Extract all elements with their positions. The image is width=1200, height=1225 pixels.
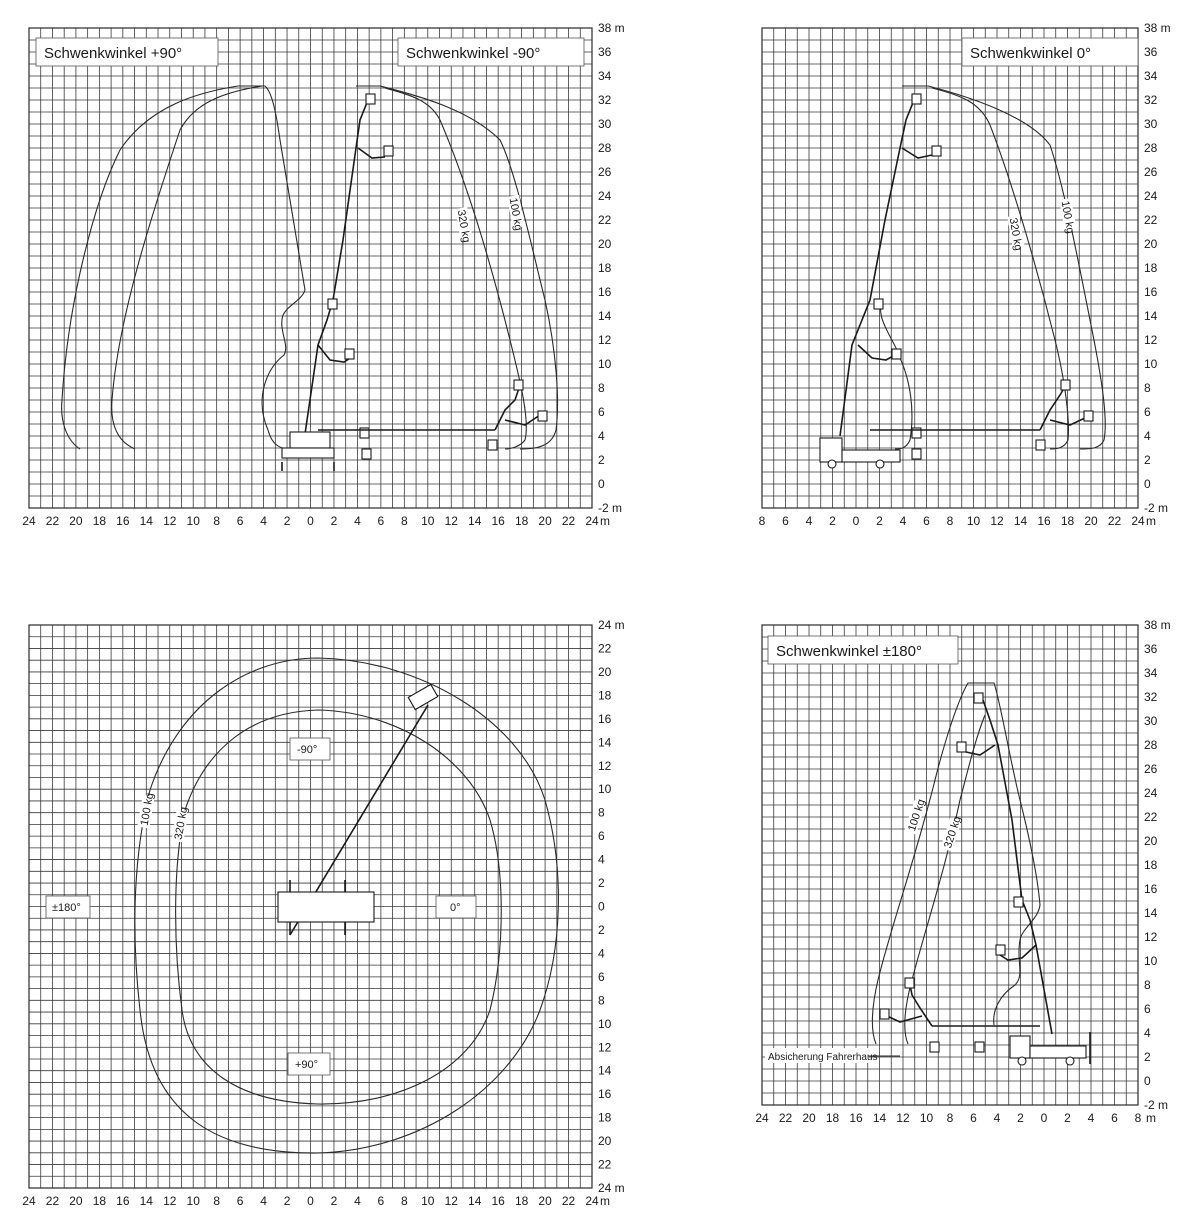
y-tick-label: 28: [1144, 141, 1158, 155]
y-tick-label: 18: [598, 261, 612, 275]
y-tick-label: 24 m: [598, 1181, 625, 1195]
y-tick-label: 14: [1144, 309, 1158, 323]
x-tick-label: 8: [213, 1194, 221, 1208]
panel-2-y-axis-labels: [1144, 21, 1171, 515]
y-tick-label: 32: [598, 93, 612, 107]
y-tick-label: 16: [1144, 882, 1158, 896]
panel-swing-plus-minus-90: [22, 21, 624, 528]
y-tick-label: 6: [598, 405, 605, 419]
y-tick-label: 24: [1144, 786, 1158, 800]
y-tick-label: 14: [598, 1063, 612, 1078]
label-minus-90: -90°: [297, 744, 318, 756]
envelope-100kg-left: [62, 86, 305, 449]
y-tick-label: 8: [598, 381, 605, 395]
y-tick-label: 16: [598, 1087, 612, 1102]
y-tick-label: 38 m: [1144, 618, 1171, 632]
y-tick-label: 14: [598, 735, 612, 750]
x-tick-label: 20: [802, 1111, 816, 1125]
y-tick-label: 38 m: [598, 21, 625, 35]
label-320kg: [454, 207, 473, 244]
x-tick-label: 0: [307, 1194, 314, 1208]
y-tick-label: 12: [598, 1040, 612, 1055]
y-tick-label: 18: [1144, 261, 1158, 275]
panel-4-title: [768, 636, 958, 664]
x-tick-label: 2: [1064, 1111, 1071, 1125]
basket-far-low: [488, 440, 497, 450]
y-tick-label: 4: [598, 946, 605, 961]
curve-label-320kg: 320 kg: [942, 814, 964, 850]
curve-label-320kg: 320 kg: [1006, 216, 1025, 252]
y-tick-label: 28: [598, 141, 612, 155]
x-tick-label: 10: [421, 514, 435, 528]
y-tick-label: 2: [598, 453, 605, 467]
angle-label-zero: [436, 896, 476, 918]
x-tick-label: 16: [849, 1111, 863, 1125]
x-tick-label: 20: [538, 514, 552, 528]
y-tick-label: 16: [598, 711, 612, 726]
x-tick-label: 8: [758, 514, 766, 528]
envelope-100kg-right: [356, 86, 558, 449]
y-tick-label: 8: [598, 805, 605, 820]
x-tick-label: 4: [260, 514, 267, 528]
x-tick-label: 10: [919, 1111, 934, 1125]
panel-3-y-axis-labels: [598, 618, 625, 1195]
x-tick-label: 14: [872, 1111, 887, 1125]
basket-far-8m: [514, 380, 523, 390]
note-absicherung-fahrerhaus: Absicherung Fahrerhaus: [768, 1052, 878, 1063]
y-tick-label: 6: [598, 969, 605, 984]
y-tick-label: 6: [598, 829, 605, 844]
x-tick-label: 24: [755, 1111, 769, 1125]
basket-28m: [384, 146, 393, 156]
angle-label-plus180: [46, 896, 90, 918]
panel-2-x-axis-labels: [759, 514, 1156, 528]
x-tick-label: 4: [354, 1194, 361, 1208]
y-tick-label: 36: [598, 45, 612, 59]
x-tick-label: 24: [22, 1194, 36, 1208]
boom-sketch-vertical: [305, 94, 393, 459]
boom-top-view: [278, 684, 438, 935]
title-swing-0: Schwenkwinkel 0°: [970, 45, 1092, 62]
y-tick-label: 2: [598, 922, 605, 937]
x-tick-label: 12: [163, 514, 177, 528]
x-tick-label: 14: [468, 1194, 482, 1208]
basket-top: [366, 94, 375, 104]
label-100kg: [1058, 198, 1077, 235]
y-tick-label: 22: [1144, 213, 1158, 227]
y-tick-label: -2 m: [1144, 501, 1168, 515]
curve-label-100kg: 100 kg: [138, 792, 157, 827]
x-tick-label: 10: [966, 514, 981, 528]
panel-1-x-axis-labels: [22, 514, 610, 528]
truck-side-view: [1010, 1032, 1090, 1065]
x-tick-label: 6: [377, 1194, 385, 1208]
boom-sketch-horizontal: [318, 380, 547, 450]
curve-label-100kg: 100 kg: [1058, 199, 1077, 235]
label-320kg: [940, 814, 963, 851]
panel-1-y-axis-labels: [598, 21, 625, 515]
x-tick-label: 6: [377, 514, 385, 528]
y-tick-label: 12: [598, 758, 612, 773]
basket-10m: [345, 349, 354, 359]
x-unit-label: m: [600, 514, 610, 528]
angle-label-minus90: [290, 738, 330, 760]
angle-label-plus90: [288, 1053, 330, 1075]
label-0: 0°: [450, 902, 461, 914]
panel-2-grid: [762, 28, 1138, 508]
boom-sketch-horizontal: [870, 380, 1093, 450]
y-tick-label: 2: [1144, 453, 1151, 467]
panel-2-title: [962, 38, 1138, 66]
x-tick-label: 16: [116, 1194, 130, 1208]
x-tick-label: 24: [585, 514, 599, 528]
x-tick-label: 2: [829, 514, 836, 528]
panel-4-y-axis-labels: [1144, 618, 1171, 1112]
label-plus-minus-180: ±180°: [52, 902, 81, 914]
inner-reach: [881, 300, 912, 449]
title-swing-plus-90: Schwenkwinkel +90°: [44, 45, 183, 62]
x-tick-label: 20: [1084, 514, 1098, 528]
panel-4-grid: [762, 625, 1138, 1105]
x-tick-label: 6: [970, 1111, 977, 1125]
x-tick-label: 14: [1013, 514, 1028, 528]
y-tick-label: 20: [598, 1134, 612, 1149]
y-tick-label: 4: [598, 852, 605, 867]
x-tick-label: 8: [400, 514, 408, 528]
x-unit-label: m: [600, 1194, 610, 1208]
y-tick-label: 22: [1144, 810, 1158, 824]
x-tick-label: 2: [330, 514, 338, 528]
x-tick-label: 14: [139, 514, 153, 528]
title-swing-180: Schwenkwinkel ±180°: [776, 643, 922, 660]
y-tick-label: 24 m: [598, 618, 625, 632]
x-tick-label: 6: [1111, 1111, 1118, 1125]
x-tick-label: 22: [45, 1194, 60, 1208]
y-tick-label: 22: [598, 641, 612, 656]
x-tick-label: 20: [69, 1194, 83, 1208]
panel-top-view: [22, 618, 624, 1208]
panel-4-x-axis-labels: [755, 1111, 1156, 1125]
y-tick-label: 2: [1144, 1050, 1151, 1064]
curve-label-100kg: 100 kg: [506, 196, 525, 232]
y-tick-label: 12: [1144, 333, 1158, 347]
y-tick-label: 34: [1144, 69, 1158, 83]
x-tick-label: 22: [1107, 514, 1122, 528]
y-tick-label: 26: [1144, 762, 1158, 776]
y-tick-label: 36: [1144, 45, 1158, 59]
y-tick-label: 8: [1144, 978, 1151, 992]
x-tick-label: 4: [899, 514, 907, 528]
y-tick-label: 0: [1144, 477, 1151, 491]
x-tick-label: 2: [330, 1194, 338, 1208]
x-tick-label: 18: [92, 1194, 107, 1208]
y-tick-label: -2 m: [1144, 1098, 1168, 1112]
x-tick-label: 18: [1060, 514, 1075, 528]
x-tick-label: 10: [186, 1194, 200, 1208]
y-tick-label: 12: [598, 333, 612, 347]
x-tick-label: 12: [896, 1111, 910, 1125]
x-unit-label: m: [1146, 1111, 1156, 1125]
panel-swing-0: [759, 21, 1171, 528]
y-tick-label: 10: [598, 1016, 612, 1031]
panel-swing-180: [755, 618, 1170, 1125]
y-tick-label: 0: [598, 477, 605, 491]
y-tick-label: 18: [1144, 858, 1158, 872]
y-tick-label: 2: [598, 876, 605, 891]
envelope-100kg: [872, 683, 1040, 1044]
y-tick-label: 10: [1144, 357, 1158, 371]
x-tick-label: 18: [92, 514, 107, 528]
x-tick-label: 24: [1131, 514, 1145, 528]
x-tick-label: 6: [923, 514, 930, 528]
y-tick-label: 10: [598, 357, 612, 371]
x-tick-label: 12: [444, 514, 458, 528]
y-tick-label: 24: [598, 189, 612, 203]
y-tick-label: 14: [1144, 906, 1158, 920]
y-tick-label: 0: [1144, 1074, 1151, 1088]
y-tick-label: 6: [1144, 405, 1151, 419]
boom-sketch-vertical: [957, 693, 1052, 1034]
curve-label-320kg: 320 kg: [454, 208, 473, 244]
x-tick-label: 10: [186, 514, 200, 528]
x-tick-label: 6: [236, 514, 244, 528]
y-tick-label: 34: [1144, 666, 1158, 680]
x-tick-label: 22: [561, 514, 576, 528]
y-tick-label: 12: [1144, 930, 1158, 944]
y-tick-label: 18: [598, 688, 612, 703]
y-tick-label: 4: [1144, 1026, 1151, 1040]
y-tick-label: 10: [598, 782, 612, 797]
y-tick-label: 6: [1144, 1002, 1151, 1016]
x-tick-label: 8: [213, 514, 221, 528]
y-tick-label: -2 m: [598, 501, 622, 515]
y-tick-label: 4: [1144, 429, 1151, 443]
envelope-320kg-right: [385, 88, 526, 449]
panel-1-title-right: [398, 38, 584, 66]
y-tick-label: 8: [598, 993, 605, 1008]
x-tick-label: 24: [22, 514, 36, 528]
label-100kg: [506, 195, 525, 232]
y-tick-label: 16: [598, 285, 612, 299]
x-tick-label: 10: [421, 1194, 435, 1208]
x-tick-label: 8: [946, 514, 954, 528]
y-tick-label: 36: [1144, 642, 1158, 656]
x-tick-label: 14: [468, 514, 482, 528]
y-tick-label: 16: [1144, 285, 1158, 299]
x-tick-label: 22: [561, 1194, 576, 1208]
y-tick-label: 14: [598, 309, 612, 323]
x-tick-label: 16: [491, 1194, 505, 1208]
label-plus-90: +90°: [295, 1059, 319, 1071]
title-swing-minus-90: Schwenkwinkel -90°: [406, 45, 541, 62]
basket-far-5m: [538, 411, 547, 421]
y-tick-label: 38 m: [1144, 21, 1171, 35]
x-tick-label: 18: [825, 1111, 840, 1125]
y-tick-label: 10: [1144, 954, 1158, 968]
envelope-320kg: [905, 715, 985, 1044]
x-tick-label: 18: [514, 1194, 529, 1208]
x-tick-label: 12: [444, 1194, 458, 1208]
x-tick-label: 2: [283, 514, 291, 528]
x-tick-label: 14: [139, 1194, 153, 1208]
x-tick-label: 18: [514, 514, 529, 528]
x-tick-label: 4: [993, 1111, 1001, 1125]
curve-label-100kg: 100 kg: [906, 797, 928, 833]
truck-top-view: [278, 892, 374, 922]
x-tick-label: 20: [69, 514, 83, 528]
y-tick-label: 18: [598, 1110, 612, 1125]
x-tick-label: 24: [585, 1194, 599, 1208]
x-tick-label: 2: [876, 514, 883, 528]
x-tick-label: 12: [163, 1194, 177, 1208]
y-tick-label: 28: [1144, 738, 1158, 752]
x-tick-label: 0: [852, 514, 860, 528]
x-tick-label: 16: [491, 514, 505, 528]
y-tick-label: 32: [1144, 690, 1158, 704]
x-tick-label: 8: [400, 1194, 408, 1208]
label-100kg: [137, 792, 156, 829]
truck-side-view: [820, 438, 900, 468]
y-tick-label: 26: [1144, 165, 1158, 179]
curve-label-320kg: 320 kg: [172, 806, 191, 841]
x-tick-label: 2: [1017, 1111, 1024, 1125]
truck-rear-view: [282, 432, 334, 471]
y-tick-label: 8: [1144, 381, 1151, 395]
y-tick-label: 26: [598, 165, 612, 179]
x-tick-label: 4: [1087, 1111, 1095, 1125]
x-tick-label: 8: [946, 1111, 954, 1125]
y-tick-label: 20: [1144, 834, 1158, 848]
y-tick-label: 22: [598, 1157, 612, 1172]
x-unit-label: m: [1146, 514, 1156, 528]
x-tick-label: 12: [990, 514, 1004, 528]
y-tick-label: 30: [598, 117, 612, 131]
y-tick-label: 20: [1144, 237, 1158, 251]
x-tick-label: 4: [260, 1194, 267, 1208]
x-tick-label: 16: [116, 514, 130, 528]
basket-ground-near: [362, 449, 371, 459]
x-tick-label: 22: [45, 514, 60, 528]
x-tick-label: 0: [1040, 1111, 1048, 1125]
x-tick-label: 6: [236, 1194, 244, 1208]
y-tick-label: 20: [598, 664, 612, 679]
y-tick-label: 20: [598, 237, 612, 251]
y-tick-label: 30: [1144, 714, 1158, 728]
x-tick-label: 6: [782, 514, 789, 528]
x-tick-label: 4: [805, 514, 813, 528]
y-tick-label: 0: [598, 899, 605, 914]
x-tick-label: 22: [778, 1111, 793, 1125]
x-tick-label: 8: [1134, 1111, 1142, 1125]
x-tick-label: 20: [538, 1194, 552, 1208]
y-tick-label: 24: [1144, 189, 1158, 203]
x-tick-label: 16: [1037, 514, 1051, 528]
boom-sketch-vertical: [840, 94, 941, 459]
panel-3-x-axis-labels: [22, 1194, 610, 1208]
x-tick-label: 4: [354, 514, 361, 528]
x-tick-label: 2: [283, 1194, 291, 1208]
y-tick-label: 34: [598, 69, 612, 83]
inner-reach: [994, 905, 1040, 1025]
y-tick-label: 30: [1144, 117, 1158, 131]
x-tick-label: 0: [307, 514, 314, 528]
y-tick-label: 22: [598, 213, 612, 227]
envelope-100kg: [902, 86, 1105, 449]
y-tick-label: 32: [1144, 93, 1158, 107]
y-tick-label: 4: [598, 429, 605, 443]
panel-1-title-left: [36, 38, 218, 66]
basket-14m: [328, 299, 337, 309]
basket-top-view: [408, 684, 438, 709]
